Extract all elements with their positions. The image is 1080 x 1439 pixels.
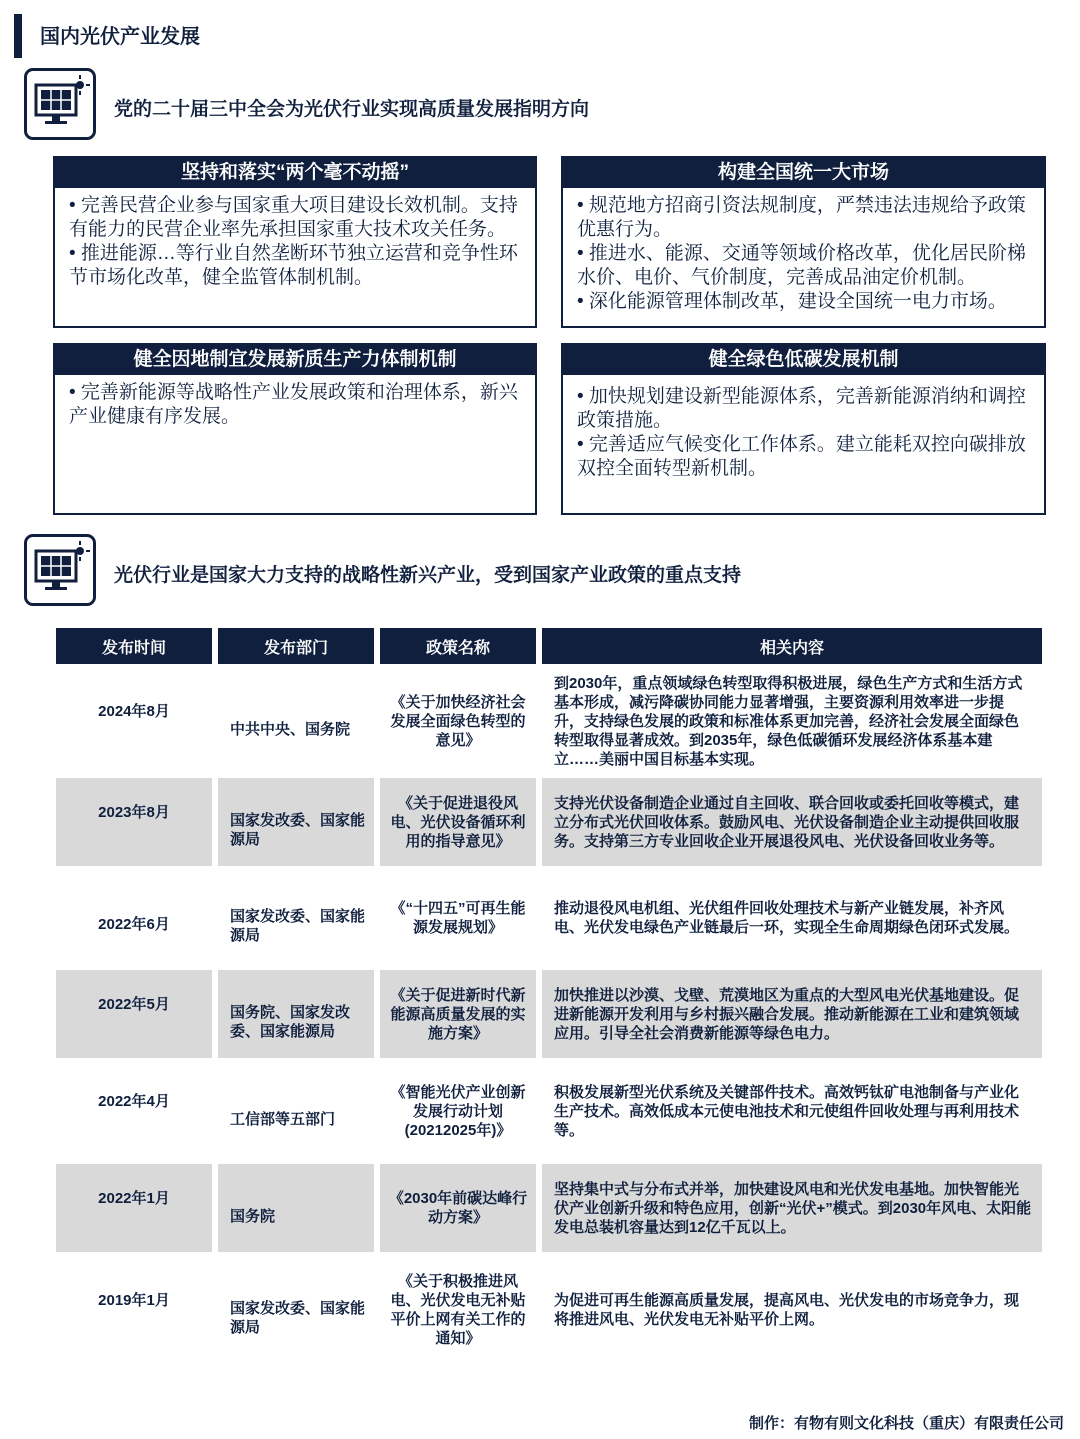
box-point: • 完善新能源等战略性产业发展政策和治理体系，新兴产业健康有序发展。 <box>69 382 518 427</box>
cell-content: 推动退役风电机组、光伏组件回收处理技术与新产业链发展，补齐风电、光伏发电绿色产业链最后一环，实现全生命周期绿色闭环式发展。 <box>542 866 1042 962</box>
cell-content: 为促进可再生能源高质量发展，提高风电、光伏发电的市场竞争力，现将推进风电、光伏发电无补贴平价上网。 <box>542 1252 1042 1360</box>
footer-credit: 制作：有物有则文化科技（重庆）有限责任公司 <box>748 1415 1064 1432</box>
cell-dept: 国家发改委、国家能源局 <box>230 812 366 848</box>
cell-name: 《关于加快经济社会发展全面绿色转型的意见》 <box>380 664 542 770</box>
box-point: • 规范地方招商引资法规制度，严禁违法违规给予政策优惠行为。 <box>577 195 1026 240</box>
cell-name: 《关于积极推进风电、光伏发电无补贴平价上网有关工作的通知》 <box>380 1252 542 1360</box>
cell-name: 《2030年前碳达峰行动方案》 <box>380 1156 542 1252</box>
cell-dept: 国家发改委、国家能源局 <box>230 908 366 944</box>
table-row <box>56 664 1042 770</box>
table-row <box>56 962 1042 1058</box>
cell-dept: 工信部等五部门 <box>230 1110 336 1128</box>
policy-table <box>56 628 1042 1360</box>
section2-title: 光伏行业是国家大力支持的战略性新兴产业，受到国家产业政策的重点支持 <box>114 565 742 586</box>
cell-name: 《关于促进新时代新能源高质量发展的实施方案》 <box>380 962 542 1058</box>
table-row <box>56 1156 1042 1252</box>
cell-date: 2022年5月 <box>98 995 170 1013</box>
policy-box-new-productivity <box>53 343 537 515</box>
box-title: 健全绿色低碳发展机制 <box>563 345 1044 375</box>
box-point: • 完善适应气候变化工作体系。建立能耗双控向碳排放双控全面转型新机制。 <box>577 434 1026 479</box>
cell-date: 2022年4月 <box>98 1092 170 1110</box>
box-point: • 加快规划建设新型能源体系，完善新能源消纳和调控政策措施。 <box>577 386 1026 431</box>
table-row <box>56 770 1042 866</box>
table-row <box>56 1058 1042 1156</box>
section1-title: 党的二十届三中全会为光伏行业实现高质量发展指明方向 <box>114 99 590 120</box>
title-accent-bar <box>14 14 22 58</box>
cell-name: 《智能光伏产业创新发展行动计划(20212025年)》 <box>380 1058 542 1156</box>
table-row <box>56 1252 1042 1360</box>
cell-name: 《关于促进退役风电、光伏设备循环利用的指导意见》 <box>380 770 542 866</box>
cell-content: 积极发展新型光伏系统及关键部件技术。高效钙钛矿电池制备与产业化生产技术。高效低成本元使电池技术和元使组件回收处理与再利用技术等。 <box>542 1058 1042 1156</box>
box-title: 坚持和落实“两个毫不动摇” <box>55 158 535 188</box>
box-title: 构建全国统一大市场 <box>563 158 1044 188</box>
cell-date: 2023年8月 <box>98 803 170 821</box>
cell-content: 支持光伏设备制造企业通过自主回收、联合回收或委托回收等模式，建立分布式光伏回收体系。鼓励风电、光伏设备制造企业主动提供回收服务。支持第三方专业回收企业开展退役风电、光伏设备回收业务等。 <box>542 770 1042 866</box>
cell-date: 2022年1月 <box>98 1189 170 1207</box>
header-date: 发布时间 <box>56 628 218 664</box>
cell-content: 到2030年，重点领域绿色转型取得积极进展，绿色生产方式和生活方式基本形成，减污降碳协同能力显著增强，主要资源利用效率进一步提升，支持绿色发展的政策和标准体系更加完善，经济社会发展全面绿色转型取得显著成效。到2035年，绿色低碳循环发展经济体系基本建立……美丽中国目标基本实现。 <box>542 664 1042 770</box>
table-header-row <box>56 628 1042 664</box>
cell-dept: 国务院、国家发改委、国家能源局 <box>230 1004 351 1040</box>
solar-panel-monitor-icon <box>24 68 96 140</box>
cell-date: 2022年6月 <box>98 915 170 933</box>
cell-date: 2024年8月 <box>98 702 170 720</box>
cell-date: 2019年1月 <box>98 1291 170 1309</box>
box-title: 健全因地制宜发展新质生产力体制机制 <box>55 345 535 375</box>
box-point: • 深化能源管理体制改革，建设全国统一电力市场。 <box>577 291 1007 312</box>
policy-box-two-unwavering <box>53 156 537 328</box>
cell-content: 加快推进以沙漠、戈壁、荒漠地区为重点的大型风电光伏基地建设。促进新能源开发利用与乡村振兴融合发展。推动新能源在工业和建筑领域应用。引导全社会消费新能源等绿色电力。 <box>542 962 1042 1058</box>
box-point: • 推进水、能源、交通等领域价格改革，优化居民阶梯水价、电价、气价制度，完善成品油定价机制。 <box>577 243 1026 288</box>
table-row <box>56 866 1042 962</box>
cell-dept: 国务院 <box>230 1207 276 1225</box>
policy-box-unified-market <box>561 156 1046 328</box>
solar-panel-monitor-icon <box>24 534 96 606</box>
header-content: 相关内容 <box>542 628 1042 664</box>
policy-box-green-lowcarbon <box>561 343 1046 515</box>
cell-content: 坚持集中式与分布式并举，加快建设风电和光伏发电基地。加快智能光伏产业创新升级和特色应用，创新“光伏+”模式。到2030年风电、太阳能发电总装机容量达到12亿千瓦以上。 <box>542 1156 1042 1252</box>
cell-dept: 国家发改委、国家能源局 <box>230 1300 366 1336</box>
page-title: 国内光伏产业发展 <box>40 26 200 48</box>
header-name: 政策名称 <box>380 628 542 664</box>
cell-dept: 中共中央、国务院 <box>230 720 351 738</box>
header-dept: 发布部门 <box>218 628 380 664</box>
box-point: • 完善民营企业参与国家重大项目建设长效机制。支持有能力的民营企业率先承担国家重大技术攻关任务。 <box>69 195 518 240</box>
cell-name: 《“十四五”可再生能源发展规划》 <box>380 866 542 962</box>
box-point: • 推进能源…等行业自然垄断环节独立运营和竞争性环节市场化改革，健全监管体制机制。 <box>69 243 518 288</box>
